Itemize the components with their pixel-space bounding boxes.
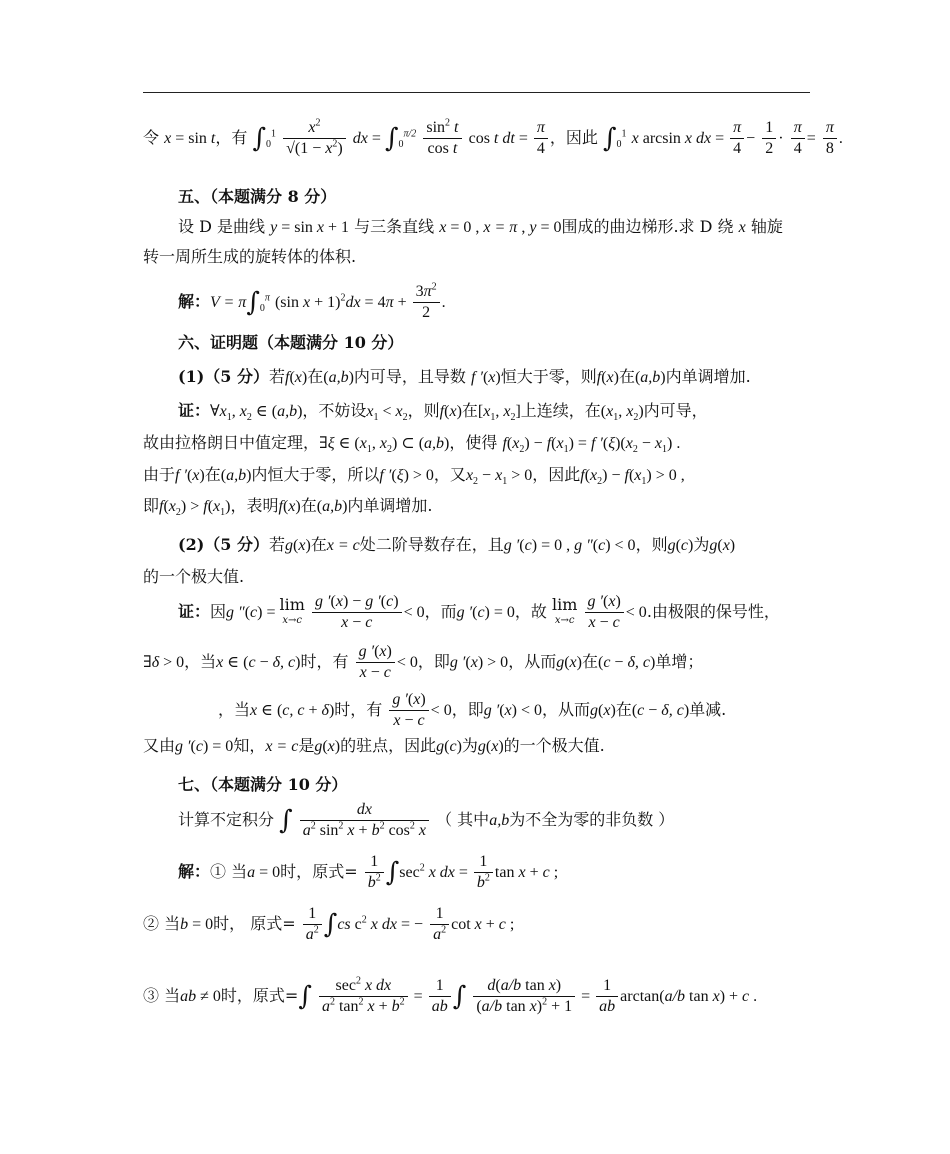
proof-text: 即$f(x_2) > f(x_1)$，表明f(x)在(a,b)内单调增加. (143, 496, 433, 519)
section-heading: 六、证明题（本题满分 10 分） (178, 333, 404, 352)
proof-text: 又由g ′(c) = 0知，x = c是g(x)的驻点，因此g(c)为g(x)的一个极大值. (143, 736, 605, 755)
proof-text: ，当x ∈ (c, c + δ)时，有 $\frac{g '(x)}{x - c}$ < 0，即g ′(x) < 0，从而g(x)在(c − δ, c)单减. (218, 691, 727, 729)
section-heading: 五、（本题满分 8 分） (178, 187, 337, 206)
proof-text: 由于f ′(x)在(a,b)内恒大于零，所以f ′(ξ) > 0，又$x_2 - x_1 > 0$，因此$f(x_2) - f(x_1) > 0$ , (143, 465, 685, 488)
solution-text: 解：$V = \pi\int_0^\pi$ (sin x + 1)$^2$dx = 4π + $\frac{3\pi^2}{2}$ . (178, 281, 446, 321)
proof-text: 故由拉格朗日中值定理，∃ξ ∈ ($x_1$, $x_2$) ⊂ (a,b)，使得 $f(x_2) - f(x_1) = f$ $'(\xi)(x_2 - x_1)$ . (143, 433, 681, 456)
problem-text: (2)（5 分）若g(x)在x = c处二阶导数存在，且g ′(c) = 0 , g ″(c) < 0，则g(c)为g(x) (178, 535, 736, 554)
proof-text: 证：$\forall x_1$, $x_2$ ∈ (a,b)，不妨设$x_1 < x_2$，则f(x)在[$x_1$, $x_2$]上连续，在($x_1$, $x_2$)内可导， (178, 401, 708, 424)
text-line: 令 x = sin t，有 $\int_0^1$ $\frac{x^2}{√(1 - x^2)}$ dx = $\int_0^{\pi/2}$ $\frac{\sin^2 t}{\text{cos t}}$ cos t dt = $\frac{\pi}{4}$ ，因此 $\int_0^1$ x arcsin x dx = $\frac{\pi}{4}$ − $\frac{1}{2}$ · $\frac{\pi}{4}$ = $\frac{\pi}{8}$ . (143, 117, 843, 157)
problem-text: 的一个极大值. (143, 567, 245, 586)
proof-text: ∃δ > 0，当x ∈ (c − δ, c)时，有 $\frac{g '(x)}{x - c}$ < 0，即g ′(x) > 0，从而g(x)在(c − δ, c)单增； (143, 643, 704, 681)
section-heading: 七、（本题满分 10 分） (178, 775, 348, 794)
solution-text: ② 当b = 0时， 原式= $\frac{1}{a^2}$ ∫cs $c^2$ x dx = − $\frac{1}{a^2}$ cot x + c ; (143, 905, 515, 943)
solution-text: 解：① 当a = 0时，原式= $\frac{1}{b^2}$ $\int\sec^2$ x dx = $\frac{1}{b^2}$ tan x + c ; (178, 853, 559, 891)
solution-text: ③ 当ab ≠ 0时，原式=∫ $\frac{\sec^2 x dx}{a^2 \tan^2 x + b^2}$ = $\frac{1}{ab}$ ∫ $\frac{\text{d(a/b tan x)}}{(a/b \tan x)^2 + 1}$ = $\frac{1}{ab}$ arctan(a/b tan x) + c . (143, 975, 758, 1015)
problem-text: (1)（5 分）若f(x)在(a,b)内可导，且导数 f ′(x)恒大于零，则f(x)在(a,b)内单调增加. (178, 367, 751, 386)
problem-text: 设 D 是曲线 y = sin x + 1 与三条直线 x = 0 , x = π , y = 0围成的曲边梯形.求 D 绕 x 轴旋 (178, 217, 783, 236)
proof-text: 证：因g ″(c) = lim x→c $\frac{g '(x) - g '(c)}{x - c}$ < 0，而g ′(c) = 0，故 lim x→c $\frac{g '(x)}{x - c}$ < 0.由极限的保号性， (178, 593, 780, 631)
problem-text: 计算不定积分 ∫ $\frac{dx}{a^2 \sin^2 x + b^2 \cos^2 x}$ （ 其中a,b为不全为零的非负数 ） (178, 801, 675, 839)
problem-text: 转一周所生成的旋转体的体积. (143, 247, 357, 266)
header-rule (143, 92, 810, 93)
